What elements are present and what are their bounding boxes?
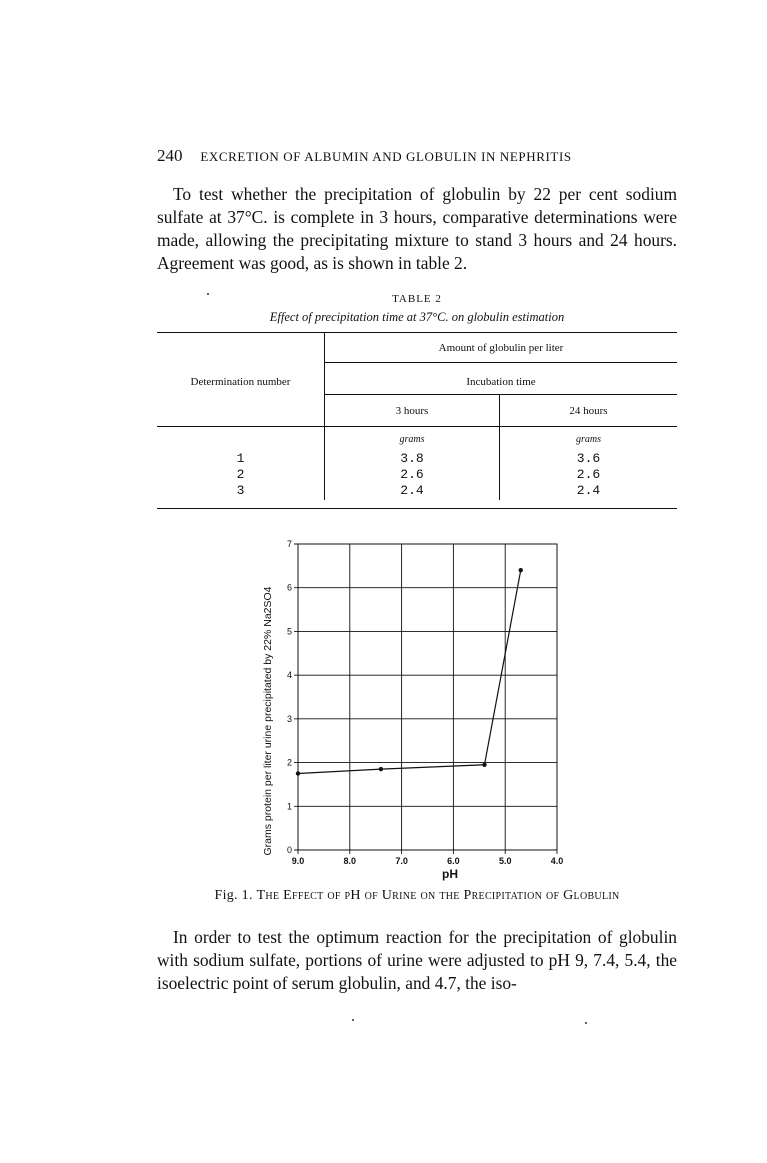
table-header-24h: 24 hours xyxy=(569,405,608,417)
table-row-2-3h: 2.6 xyxy=(400,467,424,482)
table-header-3h: 3 hours xyxy=(395,405,429,417)
y-tick-label: 4 xyxy=(286,670,292,681)
x-tick-label: 9.0 xyxy=(291,856,305,866)
running-title: EXCRETION OF ALBUMIN AND GLOBULIN IN NEPHRITIS xyxy=(200,149,572,164)
ph-globulin-chart xyxy=(255,528,585,884)
table-label: TABLE 2 xyxy=(392,293,442,305)
table-header-incubation: Incubation time xyxy=(466,376,536,388)
data-point xyxy=(482,763,486,767)
scan-speck xyxy=(207,293,209,295)
x-axis-label: pH xyxy=(442,867,458,881)
table-header-determination: Determination number xyxy=(190,376,291,388)
table-row-1-24h: 3.6 xyxy=(576,451,601,466)
x-axis xyxy=(292,856,564,866)
scan-speck xyxy=(352,1019,354,1021)
figure-caption-prefix: Fig. 1. xyxy=(214,888,253,903)
table-row-1-number: 1 xyxy=(236,451,245,466)
table-top-rule xyxy=(157,332,677,333)
table-row-3-24h: 2.4 xyxy=(576,483,601,498)
y-axis-label: Grams protein per liter urine precipitated by 22% Na2SO4 xyxy=(262,586,274,856)
table-row-3-3h: 2.4 xyxy=(400,483,424,498)
table-rule-incubation xyxy=(325,394,677,395)
table-rule-amount xyxy=(325,362,677,363)
figure-caption xyxy=(157,888,677,904)
x-tick-label: 6.0 xyxy=(447,856,460,866)
table-unit-24h: grams xyxy=(575,434,601,445)
figure-caption-text: The Effect of pH of Urine on the Precipitation of Globulin xyxy=(256,888,620,903)
table-header-amount: Amount of globulin per liter xyxy=(438,342,564,354)
y-tick-label: 5 xyxy=(286,626,292,637)
x-tick-label: 7.0 xyxy=(395,856,408,866)
running-head xyxy=(157,146,677,166)
y-axis xyxy=(287,539,292,855)
table-row-2-number: 2 xyxy=(236,467,245,482)
y-tick-label: 3 xyxy=(286,713,292,724)
plot-frame xyxy=(298,544,557,850)
scan-speck xyxy=(585,1022,587,1024)
data-point xyxy=(296,771,300,775)
table-row-3-number: 3 xyxy=(236,483,245,498)
y-tick-label: 7 xyxy=(286,539,292,549)
table-caption: Effect of precipitation time at 37°C. on globulin estimation xyxy=(269,310,565,324)
chart-series xyxy=(296,568,523,776)
body-paragraph-2: In order to test the optimum reaction for the precipitation of globulin with sodium sulfate, portions of urine were adjusted to pH 9, 7.4, 5.4, the isoelectric point of serum globulin, and 4.7, the iso- xyxy=(157,927,677,993)
y-tick-label: 0 xyxy=(286,845,292,855)
table-row-2-24h: 2.6 xyxy=(576,467,601,482)
data-point xyxy=(379,767,383,771)
y-tick-label: 1 xyxy=(286,801,292,812)
body-paragraph-1: To test whether the precipitation of globulin by 22 per cent sodium sulfate at 37°C. is complete in 3 hours, comparative determinations were made, allowing the precipitating mixture to stand 3 hours and 24 hours. Agreement was good, as is shown in table 2. xyxy=(157,184,677,273)
table-row-1-3h: 3.8 xyxy=(400,451,424,466)
x-tick-label: 5.0 xyxy=(498,856,512,866)
data-point xyxy=(519,568,523,572)
y-tick-label: 2 xyxy=(286,757,292,768)
page-number: 240 xyxy=(157,146,183,165)
series-line xyxy=(298,570,521,773)
x-tick-label: 4.0 xyxy=(550,856,564,866)
table-unit-3h: grams xyxy=(399,434,425,445)
x-tick-label: 8.0 xyxy=(343,856,357,866)
table-header-rule xyxy=(157,426,677,427)
table-bottom-rule xyxy=(157,508,677,509)
y-tick-label: 6 xyxy=(286,582,292,593)
